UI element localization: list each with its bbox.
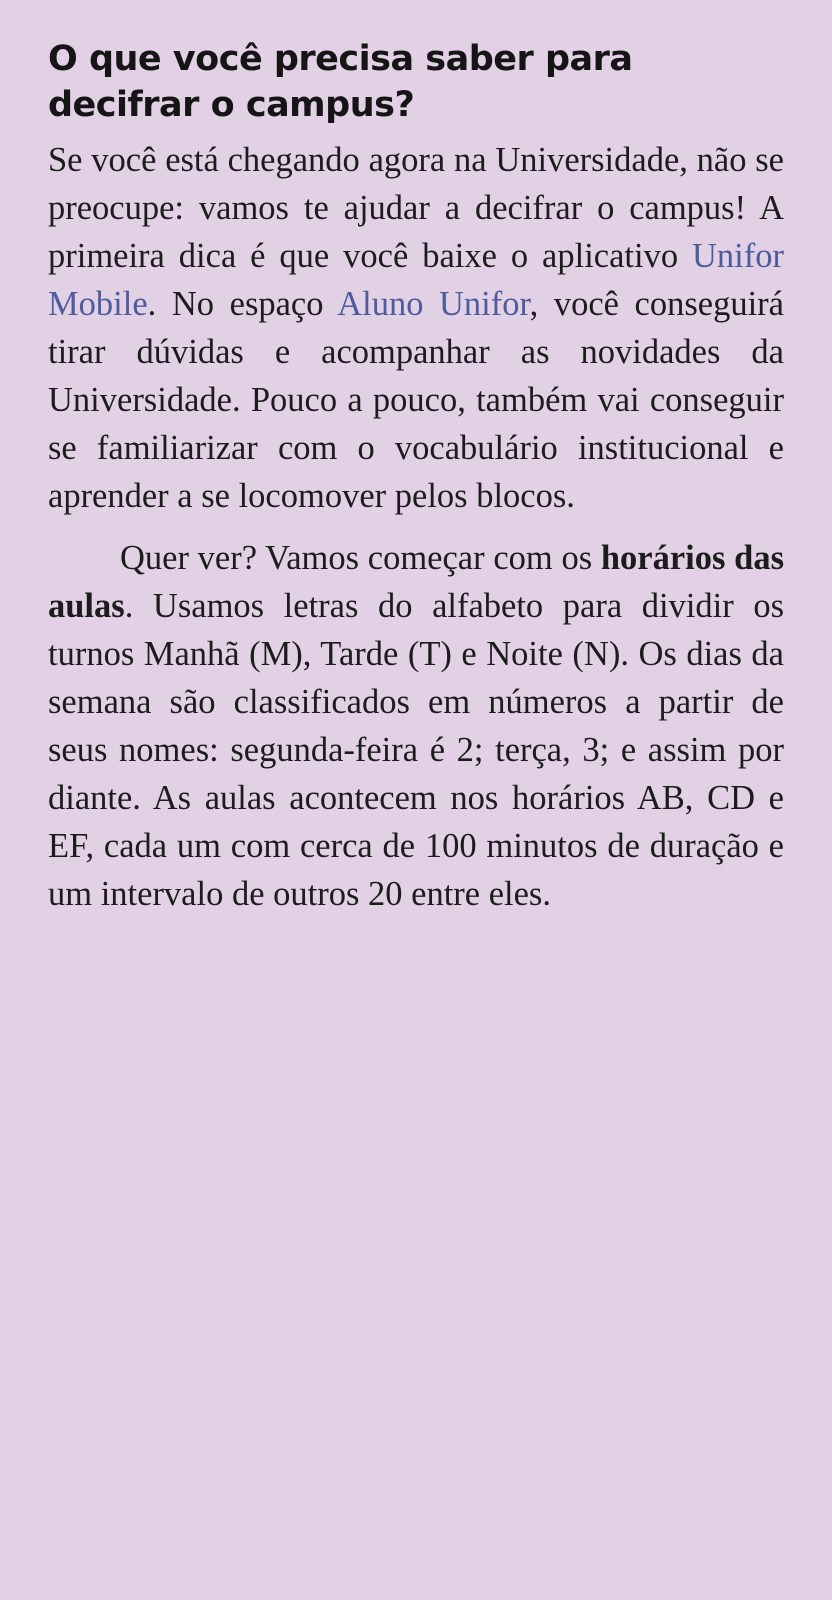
paragraph-intro-text-b: . No espaço xyxy=(147,285,338,323)
paragraph-intro-text-c: , você conseguirá tirar dúvidas e acompanhar as novidades da Universidade. Pouco a pouco, também vai conseguir se familiarizar com o vocabulário institucional e aprender a se locomover pelos blocos. xyxy=(48,285,784,515)
paragraph-intro-text-a: Se você está chegando agora na Universidade, não se preocupe: vamos te ajudar a decifrar o campus! A primeira dica é que você baixe o aplicativo xyxy=(48,141,784,275)
aluno-unifor-link[interactable]: Aluno Unifor xyxy=(337,285,530,323)
paragraph-schedule-text-a: Quer ver? Vamos começar com os xyxy=(120,539,601,577)
paragraph-intro xyxy=(48,136,784,520)
class-schedule-emphasis: horários das aulas xyxy=(48,539,784,625)
unifor-mobile-link[interactable]: Unifor Mobile xyxy=(48,237,784,323)
article-title: O que você precisa saber para decifrar o campus? xyxy=(48,39,633,125)
paragraph-schedule xyxy=(48,534,784,918)
paragraph-schedule-text-b: . Usamos letras do alfabeto para dividir os turnos Manhã (M), Tarde (T) e Noite (N). Os dias da semana são classificados em números a partir de seus nomes: segunda-feira é 2; terça, 3; e assim por diante. As aulas acontecem nos horários AB, CD e EF, cada um com cerca de 100 minutos de duração e um intervalo de outros 20 entre eles. xyxy=(48,587,784,913)
